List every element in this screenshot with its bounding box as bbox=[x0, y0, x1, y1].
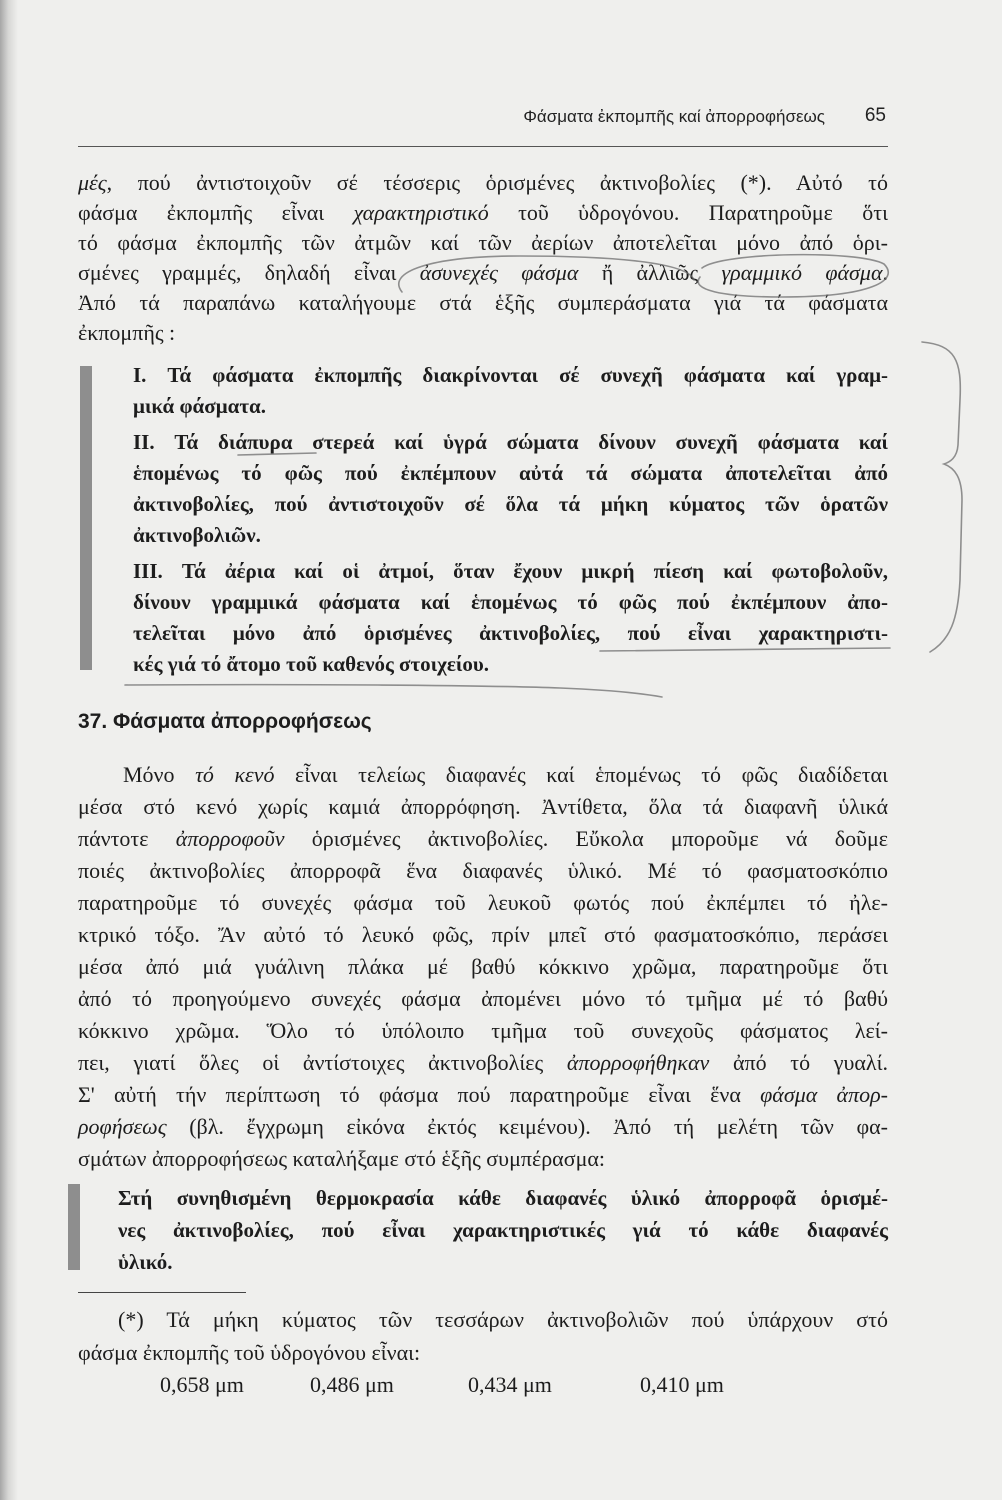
text-run: . bbox=[882, 260, 888, 285]
absorption-conclusion-box bbox=[118, 1182, 888, 1278]
pencil-underline-mark bbox=[125, 685, 662, 697]
text-run: , πού ἀντιστοιχοῦν σέ τέσσερις ὁρισμένες ἀκτινοβολίες (*). Αὐτό τό bbox=[106, 170, 888, 195]
text-line: ἀκτινοβολιῶν. bbox=[133, 523, 261, 547]
footnote bbox=[78, 1304, 888, 1369]
text-line: νες ἀκτινοβολίες, πού εἶναι χαρακτηριστικές γιά τό κάθε διαφανές bbox=[118, 1218, 888, 1242]
text-line bbox=[78, 168, 888, 198]
section-number: 37. bbox=[78, 710, 108, 733]
text-line: ποιές ἀκτινοβολίες ἀπορροφᾶ ἕνα διαφανές ὑλικό. Μέ τό φασματοσκόπιο bbox=[78, 858, 888, 883]
text-line: μικά φάσματα. bbox=[133, 394, 266, 418]
text-line bbox=[78, 1079, 888, 1111]
text-line bbox=[78, 258, 888, 288]
text-run: ἀπό τό γυαλί. bbox=[709, 1050, 889, 1075]
intro-paragraph bbox=[78, 168, 888, 348]
highlight-bar bbox=[80, 366, 92, 670]
wavelength-value: 0,410 μm bbox=[640, 1372, 724, 1397]
italic-text: γραμμικό φάσμα bbox=[721, 260, 883, 285]
text-run: Τά μήκη κύματος τῶν τεσσάρων ἀκτινοβολιῶν πού ὑπάρχουν στό bbox=[143, 1307, 888, 1332]
pencil-brace-mark bbox=[922, 342, 962, 652]
text-line bbox=[78, 198, 888, 228]
text-line bbox=[78, 1304, 888, 1337]
text-run: Σ' αὐτή τήν περίπτωση τό φάσμα πού παρατηροῦμε εἶναι ἕνα bbox=[78, 1082, 761, 1107]
running-header-title: Φάσματα ἐκπομπῆς καί ἀπορροφήσεως bbox=[523, 107, 825, 126]
text-run: φάσμα ἐκπομπῆς εἶναι bbox=[78, 200, 354, 225]
page-number: 65 bbox=[864, 105, 886, 126]
text-run: εἶναι τελείως διαφανές καί ἑπομένως τό φῶς διαδίδεται bbox=[274, 762, 888, 787]
text-line: ἐκπομπῆς : bbox=[78, 320, 176, 345]
italic-text: φάσμα ἀπορ- bbox=[760, 1082, 888, 1107]
italic-text: ἀπορροφοῦν bbox=[175, 826, 285, 851]
text-line: ἀπό τό προηγούμενο συνεχές φάσμα ἀπομένει μόνο τό τμῆμα μέ τό βαθύ bbox=[78, 986, 888, 1011]
text-line: ἑπομένως τό φῶς πού ἐκπέμπουν αὐτά τά σώματα ἀποτελεῖται ἀπό bbox=[133, 461, 888, 485]
text-line bbox=[78, 1111, 888, 1143]
section-heading bbox=[78, 707, 372, 737]
italic-text: χαρακτηριστικό bbox=[353, 200, 489, 225]
absorption-paragraph bbox=[78, 759, 888, 1175]
text-line: μέσα ἀπό μιά γυάλινη πλάκα μέ βαθύ κόκκινο χρῶμα, παρατηροῦμε ὅτι bbox=[78, 954, 888, 979]
text-line: μέσα στό κενό χωρίς καμιά ἀπορρόφηση. Ἀντίθετα, ὅλα τά διαφανῆ ὑλικά bbox=[78, 794, 888, 819]
italic-text: ἀσυνεχές φάσμα bbox=[419, 260, 579, 285]
text-line bbox=[78, 823, 888, 855]
header-rule bbox=[78, 146, 888, 147]
text-line: ἀκτινοβολίες, πού ἀντιστοιχοῦν σέ ὅλα τά μήκη κύματος τῶν ὁρατῶν bbox=[133, 492, 888, 516]
text-run: Τά φάσματα ἐκπομπῆς διακρίνονται σέ συνεχῆ φάσματα καί γραμ- bbox=[146, 363, 888, 387]
footnote-rule bbox=[78, 1292, 246, 1293]
wavelength-value: 0,486 μm bbox=[310, 1372, 394, 1397]
italic-text: τό κενό bbox=[195, 762, 275, 787]
text-run: III. bbox=[133, 559, 163, 583]
text-line: κές γιά τό ἄτομο τοῦ καθενός στοιχείου. bbox=[133, 652, 490, 676]
text-run: Τά ἀέρια καί οἱ ἀτμοί, ὅταν ἔχουν μικρή πίεση καί φωτοβολοῦν, bbox=[162, 559, 888, 583]
text-run: (*) bbox=[118, 1307, 144, 1332]
text-run: σμένες γραμμές, δηλαδή εἶναι bbox=[78, 260, 420, 285]
text-run: ἤ ἀλλιῶς bbox=[578, 260, 722, 285]
emission-conclusions-box bbox=[133, 360, 888, 680]
text-run: (βλ. ἔγχρωμη εἰκόνα ἐκτός κειμένου). Ἀπό τή μελέτη τῶν φα- bbox=[166, 1114, 888, 1139]
text-line bbox=[133, 427, 888, 458]
text-run: I. bbox=[133, 363, 147, 387]
italic-text: μές bbox=[78, 170, 107, 195]
wavelength-value: 0,658 μm bbox=[160, 1372, 244, 1397]
italic-text: ροφήσεως bbox=[78, 1114, 167, 1139]
italic-text: ἀπορροφήθηκαν bbox=[566, 1050, 710, 1075]
text-line: δίνουν γραμμικά φάσματα καί ἑπομένως τό φῶς πού ἐκπέμπουν ἀπο- bbox=[133, 590, 888, 614]
text-line bbox=[133, 360, 888, 391]
text-line: κτρικό τόξο. Ἄν αὐτό τό λευκό φῶς, πρίν μπεῖ στό φασματοσκόπιο, περάσει bbox=[78, 922, 888, 947]
page-edge-shadow bbox=[0, 0, 18, 1500]
text-line: παρατηροῦμε τό συνεχές φάσμα τοῦ λευκοῦ φωτός πού ἐκπέμπει τό ἠλε- bbox=[78, 890, 888, 915]
conclusion-item-1 bbox=[133, 360, 888, 422]
text-run: πάντοτε bbox=[78, 826, 176, 851]
text-run: Τά διάπυρα στερεά καί ὑγρά σώματα δίνουν συνεχῆ φάσματα καί bbox=[154, 430, 888, 454]
text-line bbox=[133, 556, 888, 587]
section-title: Φάσματα ἀπορροφήσεως bbox=[113, 710, 372, 733]
text-line bbox=[78, 759, 888, 791]
text-line: φάσμα ἐκπομπῆς τοῦ ὑδρογόνου εἶναι: bbox=[78, 1339, 421, 1365]
text-line: τό φάσμα ἐκπομπῆς τῶν ἀτμῶν καί τῶν ἀερίων ἀποτελεῖται μόνο ἀπό ὁρι- bbox=[78, 230, 888, 255]
text-run: II. bbox=[133, 430, 155, 454]
conclusion-item-3 bbox=[133, 556, 888, 680]
text-line: σμάτων ἀπορροφήσεως καταλήξαμε στό ἑξῆς συμπέρασμα: bbox=[78, 1146, 606, 1171]
text-line: ὑλικό. bbox=[118, 1250, 173, 1274]
text-run: ὁρισμένες ἀκτινοβολίες. Εὔκολα μποροῦμε νά δοῦμε bbox=[284, 826, 888, 851]
highlight-bar bbox=[68, 1184, 80, 1270]
text-line: Ἀπό τά παραπάνω καταλήγουμε στά ἑξῆς συμπεράσματα γιά τά φάσματα bbox=[78, 290, 888, 315]
wavelength-values bbox=[0, 1369, 1002, 1401]
text-line: τελεῖται μόνο ἀπό ὁρισμένες ἀκτινοβολίες, πού εἶναι χαρακτηριστι- bbox=[133, 621, 888, 645]
text-line bbox=[78, 1047, 888, 1079]
text-line: Στή συνηθισμένη θερμοκρασία κάθε διαφανές ὑλικό ἀπορροφᾶ ὁρισμέ- bbox=[118, 1186, 888, 1210]
wavelength-value: 0,434 μm bbox=[468, 1372, 552, 1397]
text-run: πει, γιατί ὅλες οἱ ἀντίστοιχες ἀκτινοβολίες bbox=[78, 1050, 567, 1075]
text-run: τοῦ ὑδρογόνου. Παρατηροῦμε ὅτι bbox=[488, 200, 888, 225]
text-line: κόκκινο χρῶμα. Ὅλο τό ὑπόλοιπο τμῆμα τοῦ συνεχοῦς φάσματος λεί- bbox=[78, 1018, 888, 1043]
text-run: Μόνο bbox=[123, 762, 196, 787]
conclusion-item-2 bbox=[133, 427, 888, 551]
